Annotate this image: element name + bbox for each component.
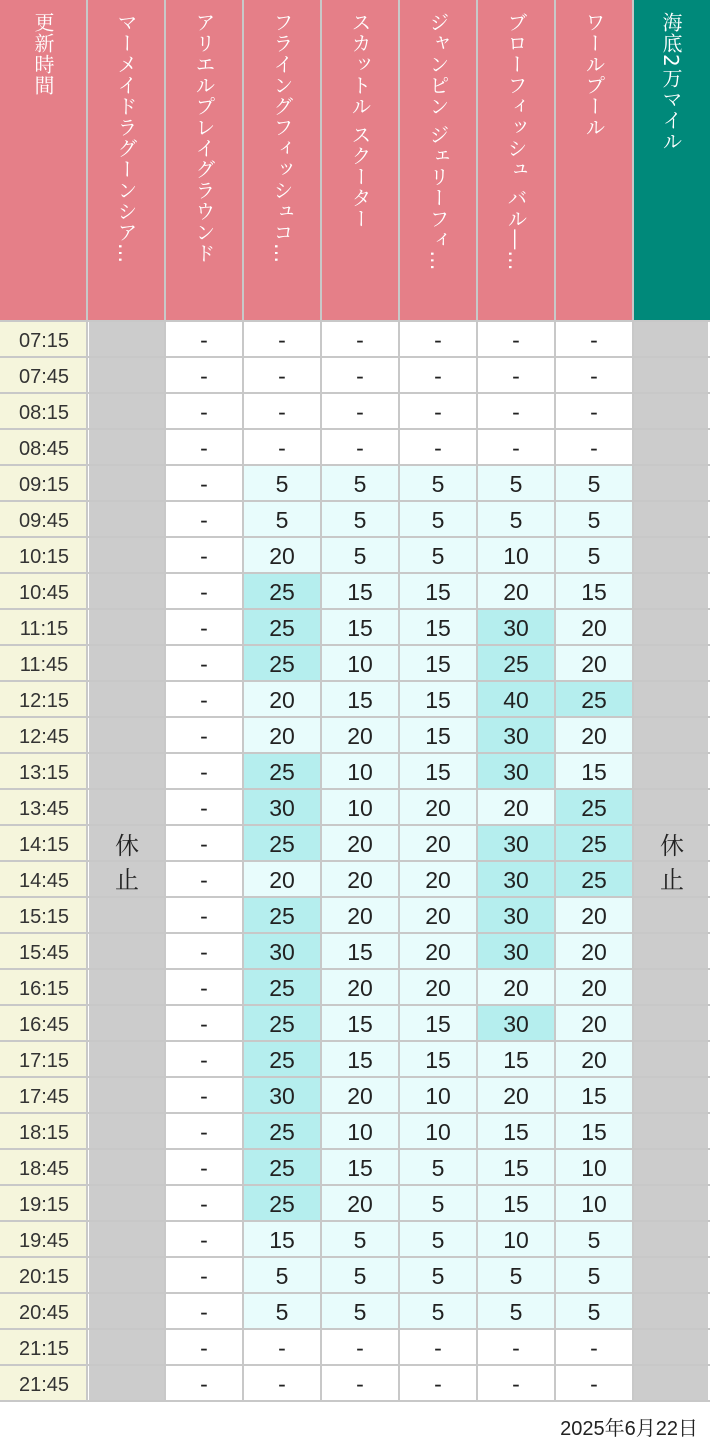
wait-value: 20 xyxy=(425,903,451,929)
wait-value: 15 xyxy=(347,939,373,965)
wait-value: 15 xyxy=(581,1083,607,1109)
wait-value: - xyxy=(512,1371,520,1397)
wait-value: 15 xyxy=(347,1047,373,1073)
wait-value: 20 xyxy=(581,615,607,641)
wait-value: 20 xyxy=(347,831,373,857)
wait-value: 20 xyxy=(269,687,295,713)
wait-value: 20 xyxy=(581,903,607,929)
wait-value: - xyxy=(278,327,286,353)
wait-value: 25 xyxy=(269,1155,295,1181)
wait-value: 20 xyxy=(425,831,451,857)
wait-value: 30 xyxy=(503,723,529,749)
wait-value: 10 xyxy=(581,1155,607,1181)
wait-value: - xyxy=(200,1191,208,1217)
wait-value: 25 xyxy=(269,1119,295,1145)
time-label: 16:45 xyxy=(18,1014,70,1036)
wait-value: - xyxy=(200,651,208,677)
wait-value: 20 xyxy=(269,723,295,749)
wait-value: - xyxy=(200,1119,208,1145)
column-header-label: ワールプール xyxy=(582,12,606,138)
wait-value: 40 xyxy=(503,687,529,713)
wait-value: 20 xyxy=(269,867,295,893)
wait-value: 15 xyxy=(425,687,451,713)
wait-value: - xyxy=(200,507,208,533)
wait-value: 10 xyxy=(347,795,373,821)
wait-value: 25 xyxy=(269,651,295,677)
wait-value: - xyxy=(434,327,442,353)
time-label: 19:45 xyxy=(18,1230,70,1252)
wait-value: 30 xyxy=(503,939,529,965)
wait-value: 20 xyxy=(503,795,529,821)
wait-value: 15 xyxy=(503,1191,529,1217)
wait-value: - xyxy=(200,903,208,929)
wait-value: - xyxy=(590,435,598,461)
wait-value: 15 xyxy=(269,1227,295,1253)
time-label: 16:15 xyxy=(18,978,70,1000)
time-label: 10:45 xyxy=(18,582,70,604)
wait-value: 15 xyxy=(347,615,373,641)
wait-value: - xyxy=(278,1335,286,1361)
time-label: 19:15 xyxy=(18,1194,70,1216)
wait-value: 20 xyxy=(347,867,373,893)
wait-value: 15 xyxy=(503,1155,529,1181)
wait-value: 15 xyxy=(425,579,451,605)
time-label: 14:15 xyxy=(18,834,70,856)
closed-label: 止 xyxy=(660,866,684,894)
time-label: 21:45 xyxy=(18,1374,70,1396)
wait-value: - xyxy=(200,1155,208,1181)
wait-value: 20 xyxy=(347,1191,373,1217)
wait-value: 5 xyxy=(431,1263,445,1289)
wait-value: 25 xyxy=(269,1011,295,1037)
wait-value: - xyxy=(356,1335,364,1361)
wait-value: - xyxy=(200,687,208,713)
column-header-label: 更新時間 xyxy=(31,12,55,96)
wait-value: 5 xyxy=(431,543,445,569)
wait-value: 20 xyxy=(581,651,607,677)
time-label: 17:15 xyxy=(18,1050,70,1072)
wait-value: 30 xyxy=(503,615,529,641)
wait-value: - xyxy=(278,399,286,425)
wait-value: 30 xyxy=(503,1011,529,1037)
update-date: 2025年6月22日 xyxy=(560,1418,698,1440)
time-label: 08:45 xyxy=(18,438,70,460)
wait-value: 5 xyxy=(353,1263,367,1289)
column-header-label: 海底2万マイル xyxy=(659,12,683,152)
wait-value: 5 xyxy=(353,471,367,497)
wait-value: 10 xyxy=(581,1191,607,1217)
wait-value: 15 xyxy=(425,651,451,677)
time-label: 12:45 xyxy=(18,726,70,748)
wait-value: 15 xyxy=(581,759,607,785)
closed-label: 休 xyxy=(115,832,139,860)
wait-value: 5 xyxy=(275,507,289,533)
wait-value: 15 xyxy=(347,687,373,713)
wait-value: 20 xyxy=(581,939,607,965)
column-header-label: スカットル スクーター xyxy=(348,12,372,230)
wait-value: - xyxy=(434,363,442,389)
time-label: 09:15 xyxy=(18,474,70,496)
wait-value: 10 xyxy=(425,1083,451,1109)
closed-label: 休 xyxy=(660,832,684,860)
closed-label: 止 xyxy=(115,866,139,894)
wait-value: 5 xyxy=(353,1227,367,1253)
wait-value: - xyxy=(512,363,520,389)
wait-value: 5 xyxy=(275,1299,289,1325)
wait-value: 15 xyxy=(425,1011,451,1037)
wait-value: - xyxy=(434,399,442,425)
wait-value: 25 xyxy=(581,867,607,893)
wait-value: - xyxy=(356,399,364,425)
wait-value: - xyxy=(200,1083,208,1109)
wait-value: - xyxy=(278,1371,286,1397)
wait-value: 25 xyxy=(269,975,295,1001)
wait-value: 25 xyxy=(581,795,607,821)
time-label: 20:15 xyxy=(18,1266,70,1288)
time-label: 13:15 xyxy=(18,762,70,784)
wait-value: 30 xyxy=(503,867,529,893)
time-label: 08:15 xyxy=(18,402,70,424)
wait-value: 25 xyxy=(269,831,295,857)
wait-value: 20 xyxy=(425,975,451,1001)
wait-value: - xyxy=(512,399,520,425)
wait-value: - xyxy=(434,435,442,461)
time-label: 15:15 xyxy=(18,906,70,928)
wait-value: - xyxy=(200,1371,208,1397)
wait-value: - xyxy=(200,435,208,461)
wait-value: - xyxy=(278,435,286,461)
wait-value: 5 xyxy=(587,1227,601,1253)
wait-value: 5 xyxy=(509,507,523,533)
wait-value: - xyxy=(200,1227,208,1253)
wait-value: 15 xyxy=(425,1047,451,1073)
time-label: 18:15 xyxy=(18,1122,70,1144)
wait-value: 25 xyxy=(269,1047,295,1073)
wait-value: - xyxy=(200,1299,208,1325)
wait-value: - xyxy=(200,399,208,425)
wait-value: 5 xyxy=(431,1155,445,1181)
column-header-label: ジャンピン ジェリーフィ… xyxy=(426,12,450,272)
wait-value: 10 xyxy=(347,1119,373,1145)
time-label: 14:45 xyxy=(18,870,70,892)
time-label: 11:15 xyxy=(19,618,69,640)
wait-value: 15 xyxy=(425,759,451,785)
wait-value: - xyxy=(200,831,208,857)
wait-value: - xyxy=(590,327,598,353)
wait-value: - xyxy=(200,327,208,353)
wait-value: 25 xyxy=(269,579,295,605)
wait-value: 5 xyxy=(431,1299,445,1325)
wait-value: 20 xyxy=(581,1011,607,1037)
wait-value: 20 xyxy=(347,903,373,929)
wait-value: 25 xyxy=(269,903,295,929)
wait-value: - xyxy=(200,939,208,965)
wait-value: 20 xyxy=(503,1083,529,1109)
time-label: 15:45 xyxy=(18,942,70,964)
wait-value: - xyxy=(200,795,208,821)
wait-value: 5 xyxy=(587,1299,601,1325)
wait-value: 20 xyxy=(581,975,607,1001)
wait-value: 10 xyxy=(503,543,529,569)
wait-value: 5 xyxy=(275,1263,289,1289)
time-label: 20:45 xyxy=(18,1302,70,1324)
wait-value: - xyxy=(200,471,208,497)
wait-value: 10 xyxy=(347,759,373,785)
wait-value: - xyxy=(512,1335,520,1361)
wait-value: 20 xyxy=(425,939,451,965)
wait-value: 20 xyxy=(347,723,373,749)
wait-value: 25 xyxy=(503,651,529,677)
wait-value: 5 xyxy=(431,1227,445,1253)
wait-value: - xyxy=(278,363,286,389)
wait-value: - xyxy=(200,1263,208,1289)
time-label: 18:45 xyxy=(18,1158,70,1180)
wait-value: 30 xyxy=(269,939,295,965)
wait-value: 5 xyxy=(509,471,523,497)
wait-value: - xyxy=(356,327,364,353)
wait-value: 25 xyxy=(581,687,607,713)
wait-value: 25 xyxy=(581,831,607,857)
column-header-label: ブローフィッシュ バル―… xyxy=(504,12,528,272)
wait-value: - xyxy=(200,615,208,641)
wait-value: 20 xyxy=(581,723,607,749)
wait-value: 30 xyxy=(269,1083,295,1109)
wait-value: 10 xyxy=(425,1119,451,1145)
wait-value: 20 xyxy=(425,867,451,893)
wait-value: 15 xyxy=(425,723,451,749)
time-label: 09:45 xyxy=(18,510,70,532)
wait-value: - xyxy=(512,435,520,461)
wait-value: 25 xyxy=(269,1191,295,1217)
wait-value: - xyxy=(590,1371,598,1397)
wait-value: 20 xyxy=(503,975,529,1001)
wait-value: 20 xyxy=(347,1083,373,1109)
wait-value: 5 xyxy=(509,1299,523,1325)
wait-value: - xyxy=(200,543,208,569)
wait-value: 5 xyxy=(275,471,289,497)
wait-value: 5 xyxy=(431,1191,445,1217)
wait-value: 10 xyxy=(347,651,373,677)
wait-value: 15 xyxy=(503,1047,529,1073)
time-label: 07:45 xyxy=(18,366,70,388)
wait-value: 15 xyxy=(347,1155,373,1181)
wait-value: 20 xyxy=(347,975,373,1001)
wait-value: - xyxy=(356,1371,364,1397)
wait-value: 15 xyxy=(581,579,607,605)
wait-value: - xyxy=(200,1047,208,1073)
wait-value: 15 xyxy=(581,1119,607,1145)
time-label: 07:15 xyxy=(18,330,70,352)
wait-value: - xyxy=(590,1335,598,1361)
wait-value: 5 xyxy=(587,507,601,533)
wait-value: - xyxy=(200,723,208,749)
wait-value: 5 xyxy=(353,543,367,569)
wait-value: - xyxy=(356,435,364,461)
wait-value: 20 xyxy=(425,795,451,821)
wait-value: 20 xyxy=(581,1047,607,1073)
wait-value: 5 xyxy=(587,1263,601,1289)
wait-value: - xyxy=(200,867,208,893)
wait-value: 30 xyxy=(503,831,529,857)
wait-value: - xyxy=(434,1371,442,1397)
wait-value: - xyxy=(200,975,208,1001)
wait-value: 5 xyxy=(353,1299,367,1325)
time-label: 13:45 xyxy=(18,798,70,820)
wait-value: 15 xyxy=(347,1011,373,1037)
column-header-label: マーメイドラグーンシア… xyxy=(114,12,138,264)
wait-value: 15 xyxy=(347,579,373,605)
time-label: 21:15 xyxy=(18,1338,70,1360)
time-label: 10:15 xyxy=(18,546,70,568)
wait-value: 5 xyxy=(509,1263,523,1289)
time-label: 11:45 xyxy=(19,654,69,676)
wait-value: - xyxy=(590,363,598,389)
wait-value: 25 xyxy=(269,615,295,641)
column-header-label: フライングフィッシュコ… xyxy=(270,12,294,264)
wait-value: - xyxy=(512,327,520,353)
wait-value: - xyxy=(356,363,364,389)
wait-value: - xyxy=(200,1011,208,1037)
time-label: 12:15 xyxy=(18,690,70,712)
wait-value: 5 xyxy=(431,507,445,533)
wait-value: 15 xyxy=(503,1119,529,1145)
wait-value: 10 xyxy=(503,1227,529,1253)
wait-value: - xyxy=(200,1335,208,1361)
wait-value: - xyxy=(200,759,208,785)
wait-value: 5 xyxy=(587,471,601,497)
wait-value: 15 xyxy=(425,615,451,641)
wait-value: 20 xyxy=(269,543,295,569)
wait-value: 30 xyxy=(503,903,529,929)
wait-value: - xyxy=(590,399,598,425)
wait-value: 25 xyxy=(269,759,295,785)
column-header-label: アリエルプレイグラウンド xyxy=(192,12,216,264)
wait-value: 5 xyxy=(431,471,445,497)
wait-value: 5 xyxy=(353,507,367,533)
wait-value: - xyxy=(200,579,208,605)
wait-value: 5 xyxy=(587,543,601,569)
wait-value: 30 xyxy=(269,795,295,821)
wait-value: 30 xyxy=(503,759,529,785)
wait-value: - xyxy=(434,1335,442,1361)
wait-value: - xyxy=(200,363,208,389)
wait-value: 20 xyxy=(503,579,529,605)
time-label: 17:45 xyxy=(18,1086,70,1108)
